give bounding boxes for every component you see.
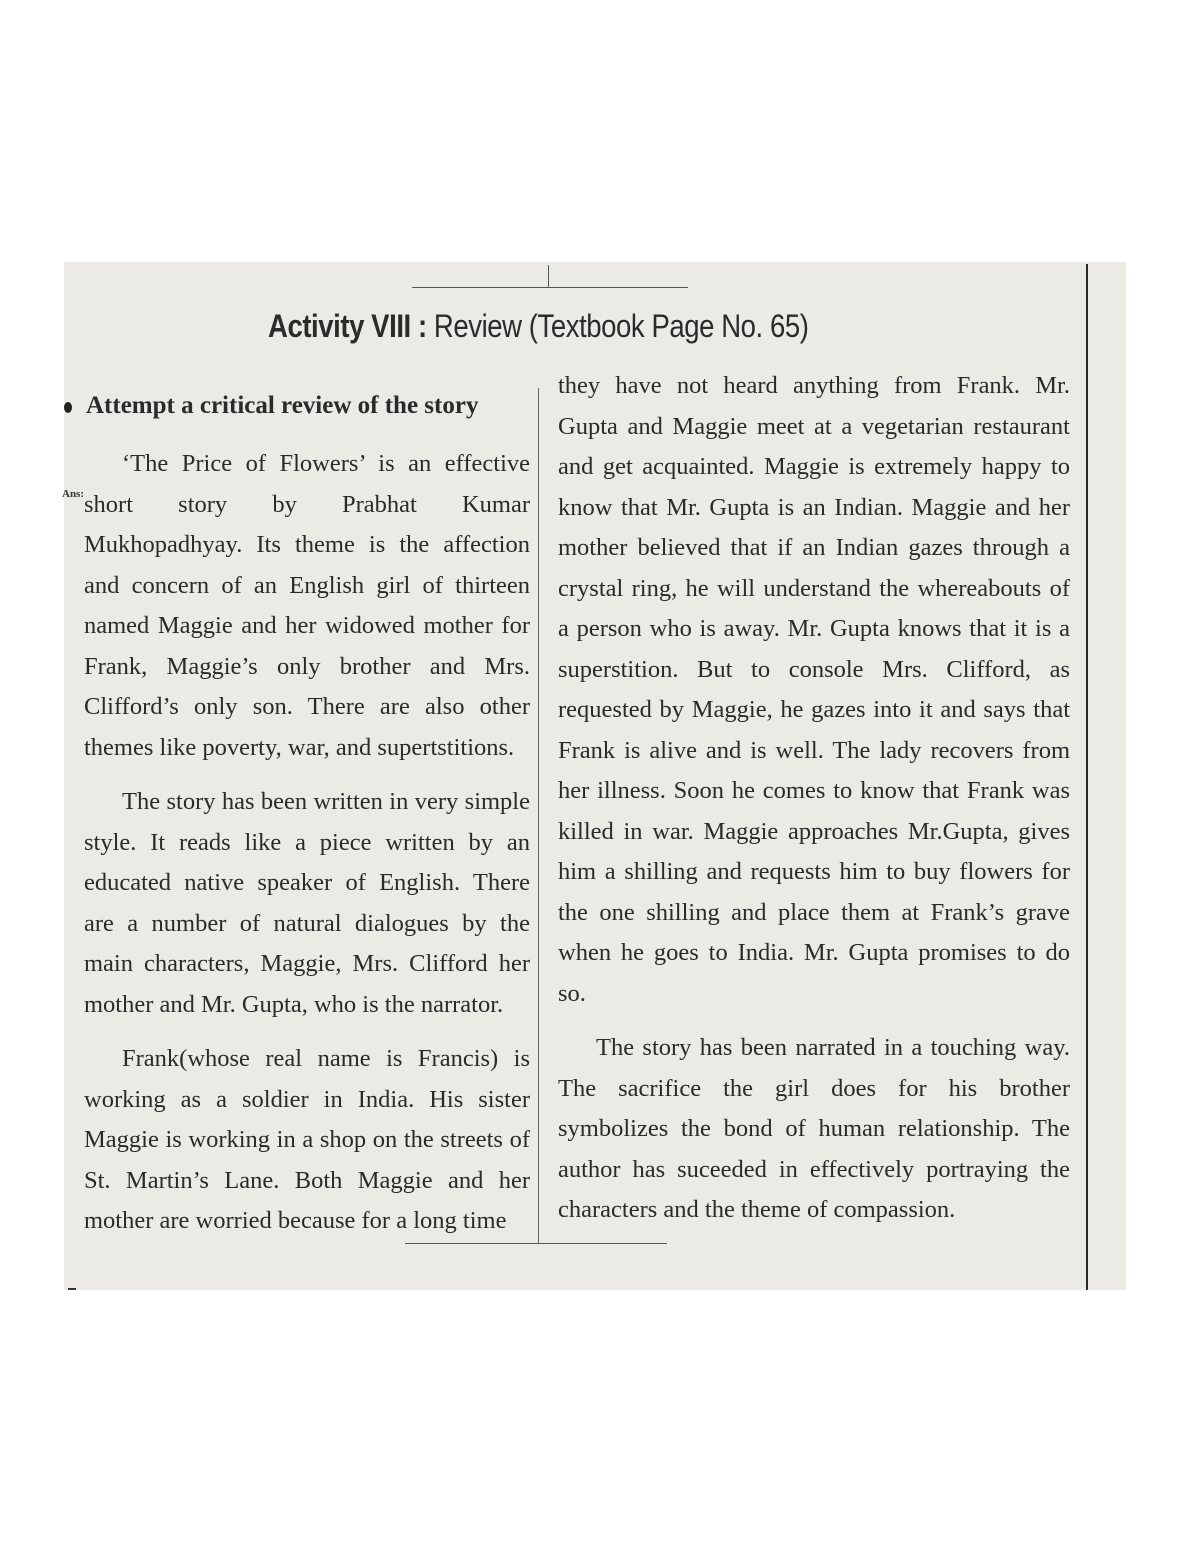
top-rule — [412, 287, 688, 288]
paragraph: they have not heard anything from Frank. Mr. Gupta and Maggie meet at a vegetarian restaurant and get acquainted. Maggie is extremely happy to know that Mr. Gupta is an Indian. Maggie and her mother believed that if an Indian gazes through a crystal ring, he will understand the whereabouts of a person who is away. Mr. Gupta knows that it is a superstition. But to console Mrs. Clifford, as requested by Maggie, he gazes into it and says that Frank is alive and is well. The lady recovers from her illness. Soon he comes to know that Frank was killed in war. Maggie approaches Mr.Gupta, gives him a shilling and requests him to buy flowers for the one shilling and place them at Frank’s grave when he goes to India. Mr. Gupta promises to do so. — [558, 372, 1070, 1007]
activity-heading — [268, 308, 809, 345]
answer-label: Ans: — [62, 488, 85, 500]
paragraph: ‘The Price of Flowers’ is an effective short story by Prabhat Kumar Mukhopadhyay. Its theme is the affection and concern of an English girl of thirteen named Maggie and her widowed mother for Frank, Maggie’s only brother and Mrs. Clifford’s only son. There are also other themes like poverty, war, and supertstitions. — [84, 450, 530, 761]
paragraph: Frank(whose real name is Francis) is working as a soldier in India. His sister Maggie is working in a shop on the streets of St. Martin’s Lane. Both Maggie and her mother are worried because for a long time — [84, 1045, 530, 1234]
left-column — [84, 444, 530, 1256]
page-right-border — [1086, 264, 1088, 1290]
page-speck — [68, 1288, 76, 1290]
paragraph: The story has been written in very simple style. It reads like a piece written by an educated native speaker of English. There are a number of natural dialogues by the main characters, Maggie, Mrs. Clifford her mother and Mr. Gupta, who is the narrator. — [84, 788, 530, 1018]
activity-title: Review (Textbook Page No. 65) — [433, 308, 809, 344]
top-tick-mark — [548, 265, 549, 287]
right-column — [558, 366, 1070, 1245]
paragraph: The story has been narrated in a touching way. The sacrifice the girl does for his brother symbolizes the bond of human relationship. The author has suceeded in effectively portraying the characters and the theme of compassion. — [558, 1034, 1070, 1223]
bullet-icon — [64, 402, 72, 413]
activity-number: Activity VIII : — [268, 308, 427, 344]
column-divider — [538, 388, 539, 1244]
question-text: Attempt a critical review of the story — [86, 392, 479, 419]
question — [64, 392, 524, 420]
